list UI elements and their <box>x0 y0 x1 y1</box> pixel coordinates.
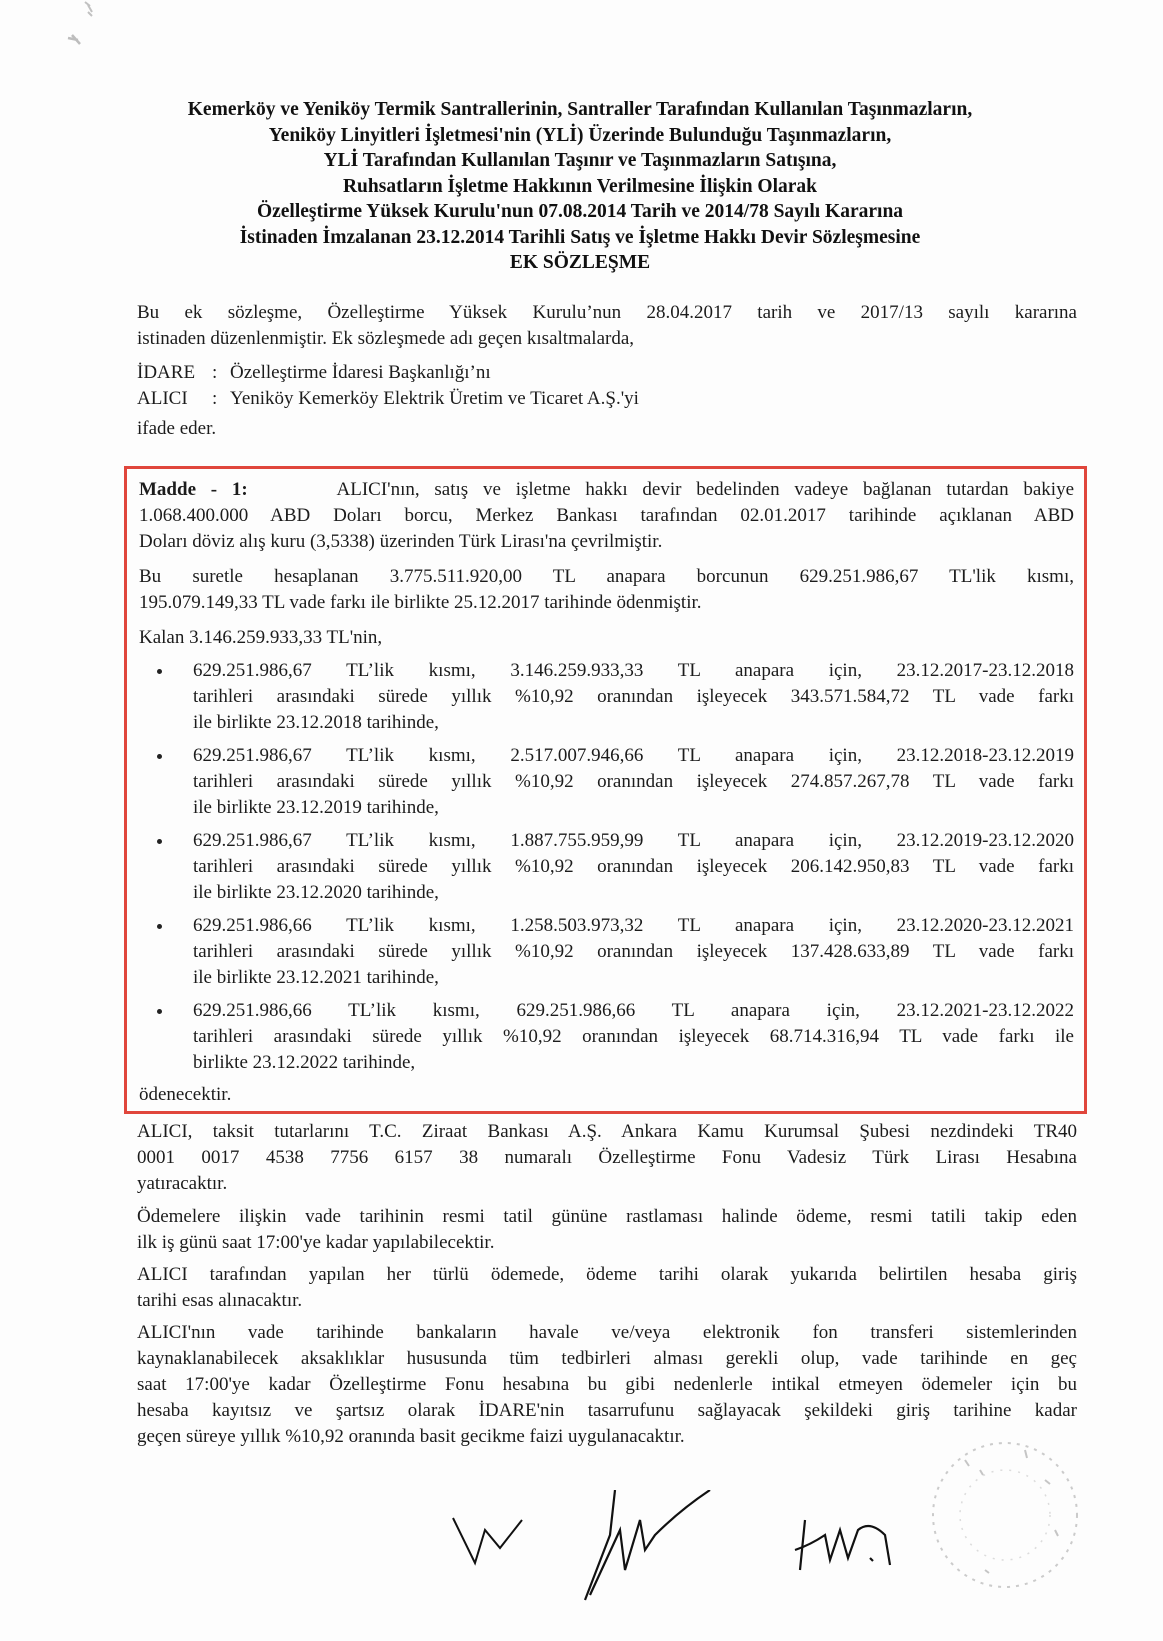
madde-1-paragraph-2 <box>139 564 1074 616</box>
late-interest-paragraph: ALICI'nın vade tarihinde bankaların havale ve/veya elektronik fon transferi sistemlerinden kaynaklanabilecek aksaklıklar hususunda tüm tedbirleri alması gerekli olup, vade tarihinde en geç saat 17:00'ye kadar Özelleştirme Fonu hesabına bu gibi nedenlerle intikal etmeyen ödemeler için bu hesaba kayıtsız ve şartsız olarak İDARE'nin tasarrufunu sağlayacak şekildeki giriş tarihine kadar geçen süreye yıllık %10,92 oranında basit gecikme faizi uygulanacaktır. <box>137 1322 1077 1447</box>
madde-1-closing: ödenecektir. <box>139 1084 232 1105</box>
madde-1-highlight-box <box>124 466 1087 1114</box>
bullet-icon <box>157 839 162 844</box>
signature-icon <box>585 1490 710 1600</box>
madde-1-paragraph-1 <box>139 477 1074 555</box>
title-heading: EK SÖZLEŞME <box>509 252 651 273</box>
title-line: Özelleştirme Yüksek Kurulu'nun 07.08.2014 Tarih ve 2014/78 Sayılı Kararına <box>256 201 904 222</box>
intro-line: Bu ek sözleşme, Özelleştirme Yüksek Kurulu’nun 28.04.2017 tarih ve 2017/13 sayılı kararına <box>137 302 1077 323</box>
madde-1-content <box>139 477 1074 1108</box>
installment-item: 629.251.986,67 TL’lik kısmı, 3.146.259.933,33 TL anapara için, 23.12.2017-23.12.2018 tarihleri arasındaki sürede yıllık %10,92 oranından işleyecek 343.571.584,72 TL vade farkı ile birlikte 23.12.2018 tarihinde, <box>139 658 1074 736</box>
signature-icon <box>453 1518 522 1563</box>
title-line: Yeniköy Linyitleri İşletmesi'nin (YLİ) Üzerinde Bulunduğu Taşınmazların, <box>268 124 892 146</box>
madde-label: Madde - 1: <box>139 479 248 500</box>
bullet-icon <box>157 669 162 674</box>
abbreviation-value: Özelleştirme İdaresi Başkanlığı’nı <box>230 362 491 383</box>
abbreviation-idare <box>137 360 1077 386</box>
intro-end: ifade eder. <box>137 418 217 439</box>
signature-icon <box>795 1520 890 1570</box>
bullet-icon <box>157 924 162 929</box>
installment-item: 629.251.986,67 TL’lik kısmı, 2.517.007.946,66 TL anapara için, 23.12.2018-23.12.2019 tarihleri arasındaki sürede yıllık %10,92 oranından işleyecek 274.857.267,78 TL vade farkı ile birlikte 23.12.2019 tarihinde, <box>139 743 1074 821</box>
madde-1-line: Madde - 1: ALICI'nın, satış ve işletme hakkı devir bedelinden vadeye bağlanan tutardan bakiye <box>139 479 1075 500</box>
scan-artifact-icon <box>30 0 110 50</box>
abbreviation-key: İDARE <box>137 362 196 383</box>
installment-item: 629.251.986,66 TL’lik kısmı, 1.258.503.973,32 TL anapara için, 23.12.2020-23.12.2021 tarihleri arasındaki sürede yıllık %10,92 oranından işleyecek 137.428.633,89 TL vade farkı ile birlikte 23.12.2021 tarihinde, <box>139 913 1074 991</box>
title-line: YLİ Tarafından Kullanılan Taşınır ve Taşınmazların Satışına, <box>323 150 837 171</box>
intro-paragraph <box>137 300 1077 352</box>
document-title <box>100 97 1060 276</box>
abbreviation-alici <box>137 386 1077 412</box>
payment-date-paragraph: ALICI tarafından yapılan her türlü ödemede, ödeme tarihi olarak yukarıda belirtilen hesaba giriş tarihi esas alınacaktır. <box>137 1264 1077 1311</box>
abbreviation-separator: : <box>212 388 218 409</box>
bullet-icon <box>157 754 162 759</box>
signatures-area <box>440 1490 1000 1620</box>
title-line: Kemerköy ve Yeniköy Termik Santrallerinin, Santraller Tarafından Kullanılan Taşınmazların, <box>187 99 973 120</box>
abbreviation-key: ALICI <box>137 388 188 409</box>
installment-item: 629.251.986,67 TL’lik kısmı, 1.887.755.959,99 TL anapara için, 23.12.2019-23.12.2020 tarihleri arasındaki sürede yıllık %10,92 oranından işleyecek 206.142.950,83 TL vade farkı ile birlikte 23.12.2020 tarihinde, <box>139 828 1074 906</box>
madde-1-paragraph-3: Kalan 3.146.259.933,33 TL'nin, <box>139 627 383 648</box>
bullet-icon <box>157 1009 162 1014</box>
madde-1-line: 1.068.400.000 ABD Doları borcu, Merkez Bankası tarafından 02.01.2017 tarihinde açıklanan ABD <box>139 505 1074 526</box>
madde-1-line: 195.079.149,33 TL vade farkı ile birlikte 25.12.2017 tarihinde ödenmiştir. <box>139 592 702 613</box>
holiday-paragraph: Ödemelere ilişkin vade tarihinin resmi tatil gününe rastlaması halinde ödeme, resmi tatili takip eden ilk iş günü saat 17:00'ye kadar yapılabilecektir. <box>137 1206 1077 1253</box>
madde-1-line: Doları döviz alış kuru (3,5338) üzerinden Türk Lirası'na çevrilmiştir. <box>139 531 663 552</box>
title-line: İstinaden İmzalanan 23.12.2014 Tarihli Satış ve İşletme Hakkı Devir Sözleşmesine <box>239 226 921 248</box>
madde-1-line: Bu suretle hesaplanan 3.775.511.920,00 TL anapara borcunun 629.251.986,67 TL'lik kısmı, <box>139 566 1074 587</box>
abbreviation-separator: : <box>212 362 218 383</box>
installment-item: 629.251.986,66 TL’lik kısmı, 629.251.986,66 TL anapara için, 23.12.2021-23.12.2022 tarihleri arasındaki sürede yıllık %10,92 oranından işleyecek 68.714.316,94 TL vade farkı ile birlikte 23.12.2022 tarihinde, <box>139 998 1074 1076</box>
payment-account-paragraph: ALICI, taksit tutarlarını T.C. Ziraat Bankası A.Ş. Ankara Kamu Kurumsal Şubesi nezdindeki TR40 0001 0017 4538 7756 6157 38 numaralı Özelleştirme Fonu Vadesiz Türk Lirası Hesabına yatıracaktır. <box>137 1121 1077 1194</box>
title-line: Ruhsatların İşletme Hakkının Verilmesine İlişkin Olarak <box>342 175 818 197</box>
intro-line: istinaden düzenlenmiştir. Ek sözleşmede adı geçen kısaltmalarda, <box>137 328 635 349</box>
abbreviations-list <box>137 360 1077 442</box>
abbreviation-value: Yeniköy Kemerköy Elektrik Üretim ve Ticaret A.Ş.'yi <box>230 388 639 409</box>
